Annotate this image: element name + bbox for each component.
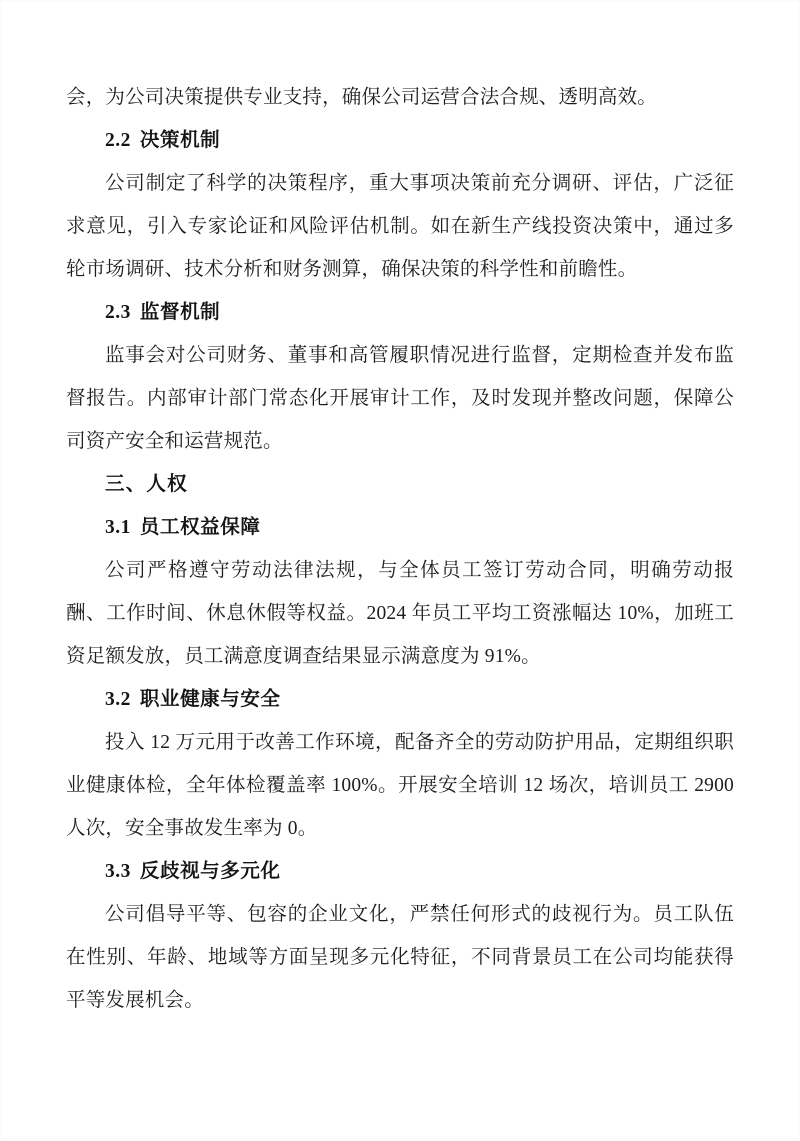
heading-2-3-number: 2.3 (105, 302, 131, 323)
paragraph-2-3-body: 监事会对公司财务、董事和高管履职情况进行监督，定期检查并发布监督报告。内部审计部门常态化开展审计工作，及时发现并整改问题，保障公司资产安全和运营规范。 (66, 345, 734, 452)
page-text-body (66, 76, 734, 1022)
heading-3-3-number: 3.3 (105, 861, 131, 882)
paragraph-3-1-body: 公司严格遵守劳动法律法规，与全体员工签订劳动合同，明确劳动报酬、工作时间、休息休假等权益。2024 年员工平均工资涨幅达 10%，加班工资足额发放，员工满意度调查结果显示满意度为 91%。 (66, 560, 734, 667)
section-title-three: 三、人权 (105, 474, 188, 495)
heading-3-2 (66, 678, 734, 721)
heading-2-2-number: 2.2 (105, 130, 131, 151)
heading-2-3 (66, 291, 734, 334)
paragraph-3-2-body: 投入 12 万元用于改善工作环境，配备齐全的劳动防护用品，定期组织职业健康体检，全年体检覆盖率 100%。开展安全培训 12 场次，培训员工 2900 人次，安全事故发生率为 0。 (66, 732, 734, 839)
heading-3-2-number: 3.2 (105, 689, 131, 710)
heading-3-1-title: 员工权益保障 (139, 517, 261, 538)
heading-3-2-title: 职业健康与安全 (139, 689, 281, 710)
paragraph-continued-governance: 会，为公司决策提供专业支持，确保公司运营合法合规、透明高效。 (66, 87, 658, 108)
heading-3-1-number: 3.1 (105, 517, 131, 538)
heading-3-1 (66, 506, 734, 549)
paragraph-3-3-body: 公司倡导平等、包容的企业文化，严禁任何形式的歧视行为。员工队伍在性别、年龄、地域等方面呈现多元化特征，不同背景员工在公司均能获得平等发展机会。 (66, 904, 734, 1011)
heading-3-3-title: 反歧视与多元化 (139, 861, 281, 882)
heading-2-3-title: 监督机制 (139, 302, 221, 323)
paragraph-2-2-body: 公司制定了科学的决策程序，重大事项决策前充分调研、评估，广泛征求意见，引入专家论证和风险评估机制。如在新生产线投资决策中，通过多轮市场调研、技术分析和财务测算，确保决策的科学性和前瞻性。 (66, 173, 734, 280)
heading-2-2 (66, 119, 734, 162)
heading-2-2-title: 决策机制 (139, 130, 221, 151)
heading-3-3 (66, 850, 734, 893)
